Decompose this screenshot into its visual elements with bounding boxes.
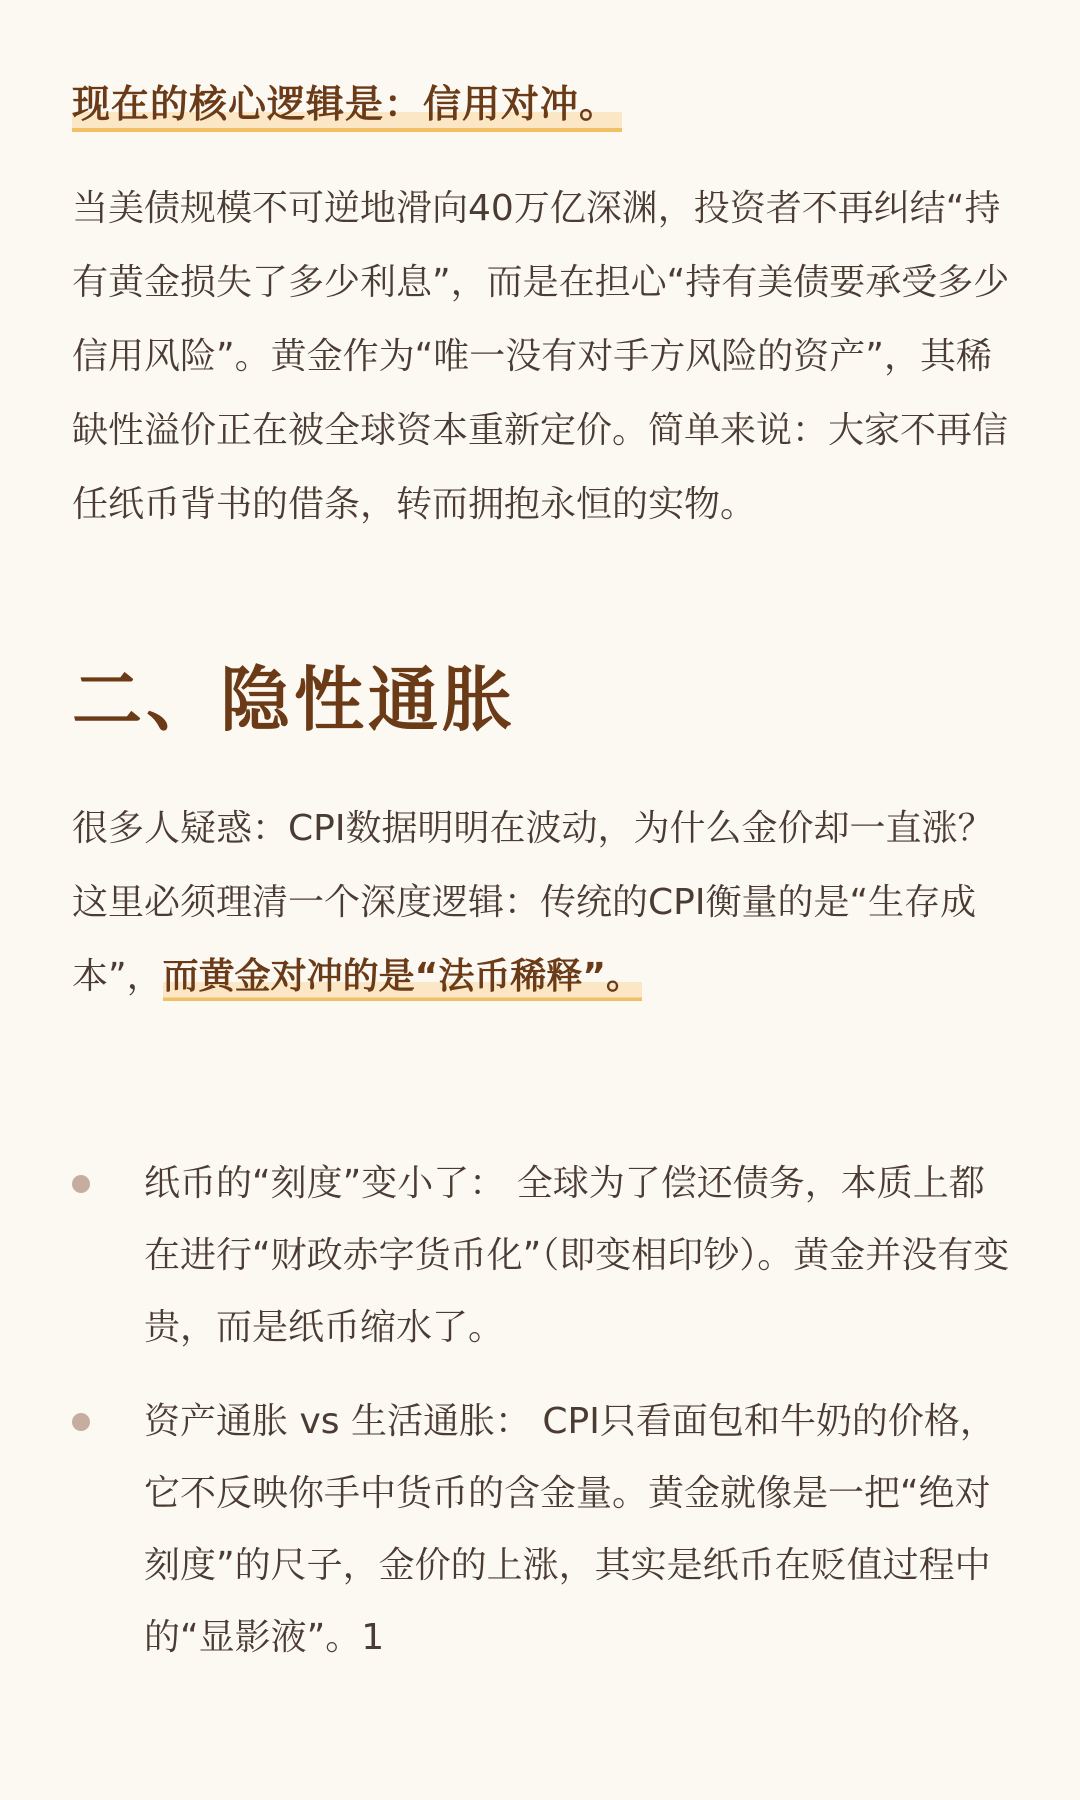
- paragraph-hidden-inflation: [72, 792, 1012, 1014]
- bullet-item: [72, 1386, 1012, 1674]
- bullet-dot-icon: [72, 1175, 90, 1193]
- section-title: 二、隐性通胀: [72, 659, 516, 741]
- bullet-item: [72, 1148, 1012, 1364]
- paragraph-text: 很多人疑惑：CPI数据明明在波动，为什么金价却一直涨？这里必须理清一个深度逻辑：传统的CPI衡量的是“生存成本”，: [72, 808, 994, 997]
- bullet-list: [72, 1148, 1012, 1696]
- bullet-text: 纸币的“刻度”变小了： 全球为了偿还债务，本质上都在进行“财政赤字货币化”（即变相印钞）。黄金并没有变贵，而是纸币缩水了。: [144, 1163, 1010, 1348]
- highlight-text: 而黄金对冲的是“法币稀释”。: [163, 956, 642, 1001]
- bullet-text: 资产通胀 vs 生活通胀： CPI只看面包和牛奶的价格，它不反映你手中货币的含金量。黄金就像是一把“绝对刻度”的尺子，金价的上涨，其实是纸币在贬值过程中的“显影液”。1: [144, 1401, 996, 1658]
- bullet-dot-icon: [72, 1413, 90, 1431]
- paragraph-credit-hedge: 当美债规模不可逆地滑向40万亿深渊，投资者不再纠结“持有黄金损失了多少利息”，而是在担心“持有美债要承受多少信用风险”。黄金作为“唯一没有对手方风险的资产”，其稀缺性溢价正在被全球资本重新定价。简单来说：大家不再信任纸币背书的借条，转而拥抱永恒的实物。: [72, 188, 1010, 525]
- lead-highlight-text: 现在的核心逻辑是：信用对冲。: [72, 80, 622, 132]
